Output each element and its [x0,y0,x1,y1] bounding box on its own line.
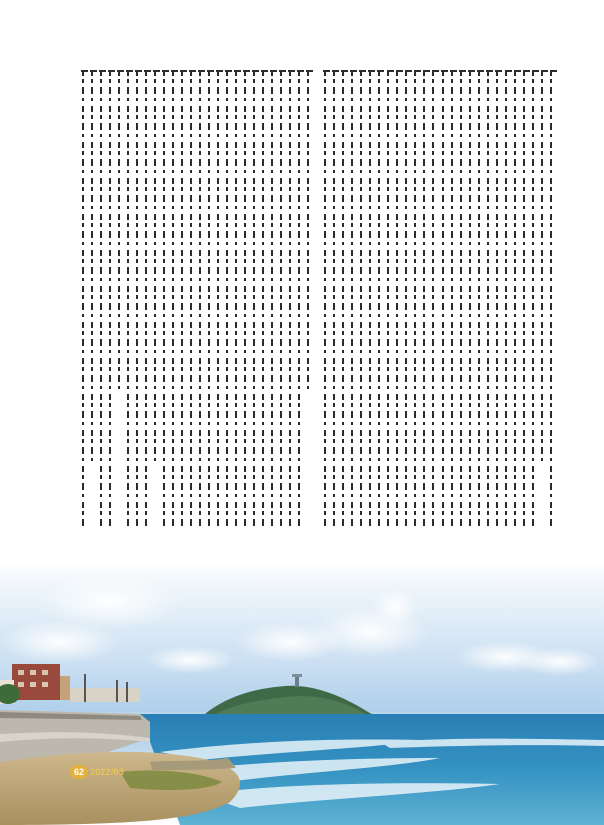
text-column [522,70,527,530]
coastal-town [0,664,140,704]
text-column [386,70,391,530]
text-column [349,70,354,530]
page-number: 62 [70,765,88,779]
text-column [206,70,211,530]
island [205,674,372,714]
text-column [476,70,481,530]
text-column [322,70,327,530]
text-column [98,70,103,530]
text-column [269,70,274,530]
text-column [494,70,499,530]
text-column [89,70,94,466]
text-column [431,70,436,530]
text-column [107,70,112,530]
text-column [134,70,139,530]
text-column [224,70,229,530]
text-column [449,70,454,530]
seascape-illustration [0,562,604,825]
text-column [404,70,409,530]
text-column [278,70,283,530]
text-column [485,70,490,530]
text-column [152,70,157,466]
clouds [0,574,600,676]
page-number-badge [70,765,124,779]
text-column [331,70,336,530]
article-text-right [322,70,554,530]
text-column [296,70,301,530]
text-column [80,70,85,530]
issue-label: 2022/03 [90,767,124,777]
text-column [143,70,148,530]
text-column [197,70,202,530]
text-column [233,70,238,530]
text-column [161,70,166,530]
text-column [413,70,418,530]
text-column [367,70,372,530]
text-column [549,70,554,530]
text-column [125,70,130,530]
text-column [116,70,121,392]
text-column [215,70,220,530]
text-column [287,70,292,530]
text-column [440,70,445,530]
text-column [251,70,256,530]
text-column [531,70,536,530]
text-column [179,70,184,530]
text-column [395,70,400,530]
text-column [540,70,545,466]
text-column [340,70,345,530]
text-column [260,70,265,530]
text-column [376,70,381,530]
text-column [170,70,175,530]
text-column [242,70,247,530]
article-text-left [80,70,310,530]
text-column [358,70,363,530]
text-column [467,70,472,530]
text-column [504,70,509,530]
text-column [422,70,427,530]
text-column [513,70,518,530]
text-column [188,70,193,530]
seascape-photo [0,562,604,825]
text-column [305,70,310,392]
text-column [458,70,463,530]
